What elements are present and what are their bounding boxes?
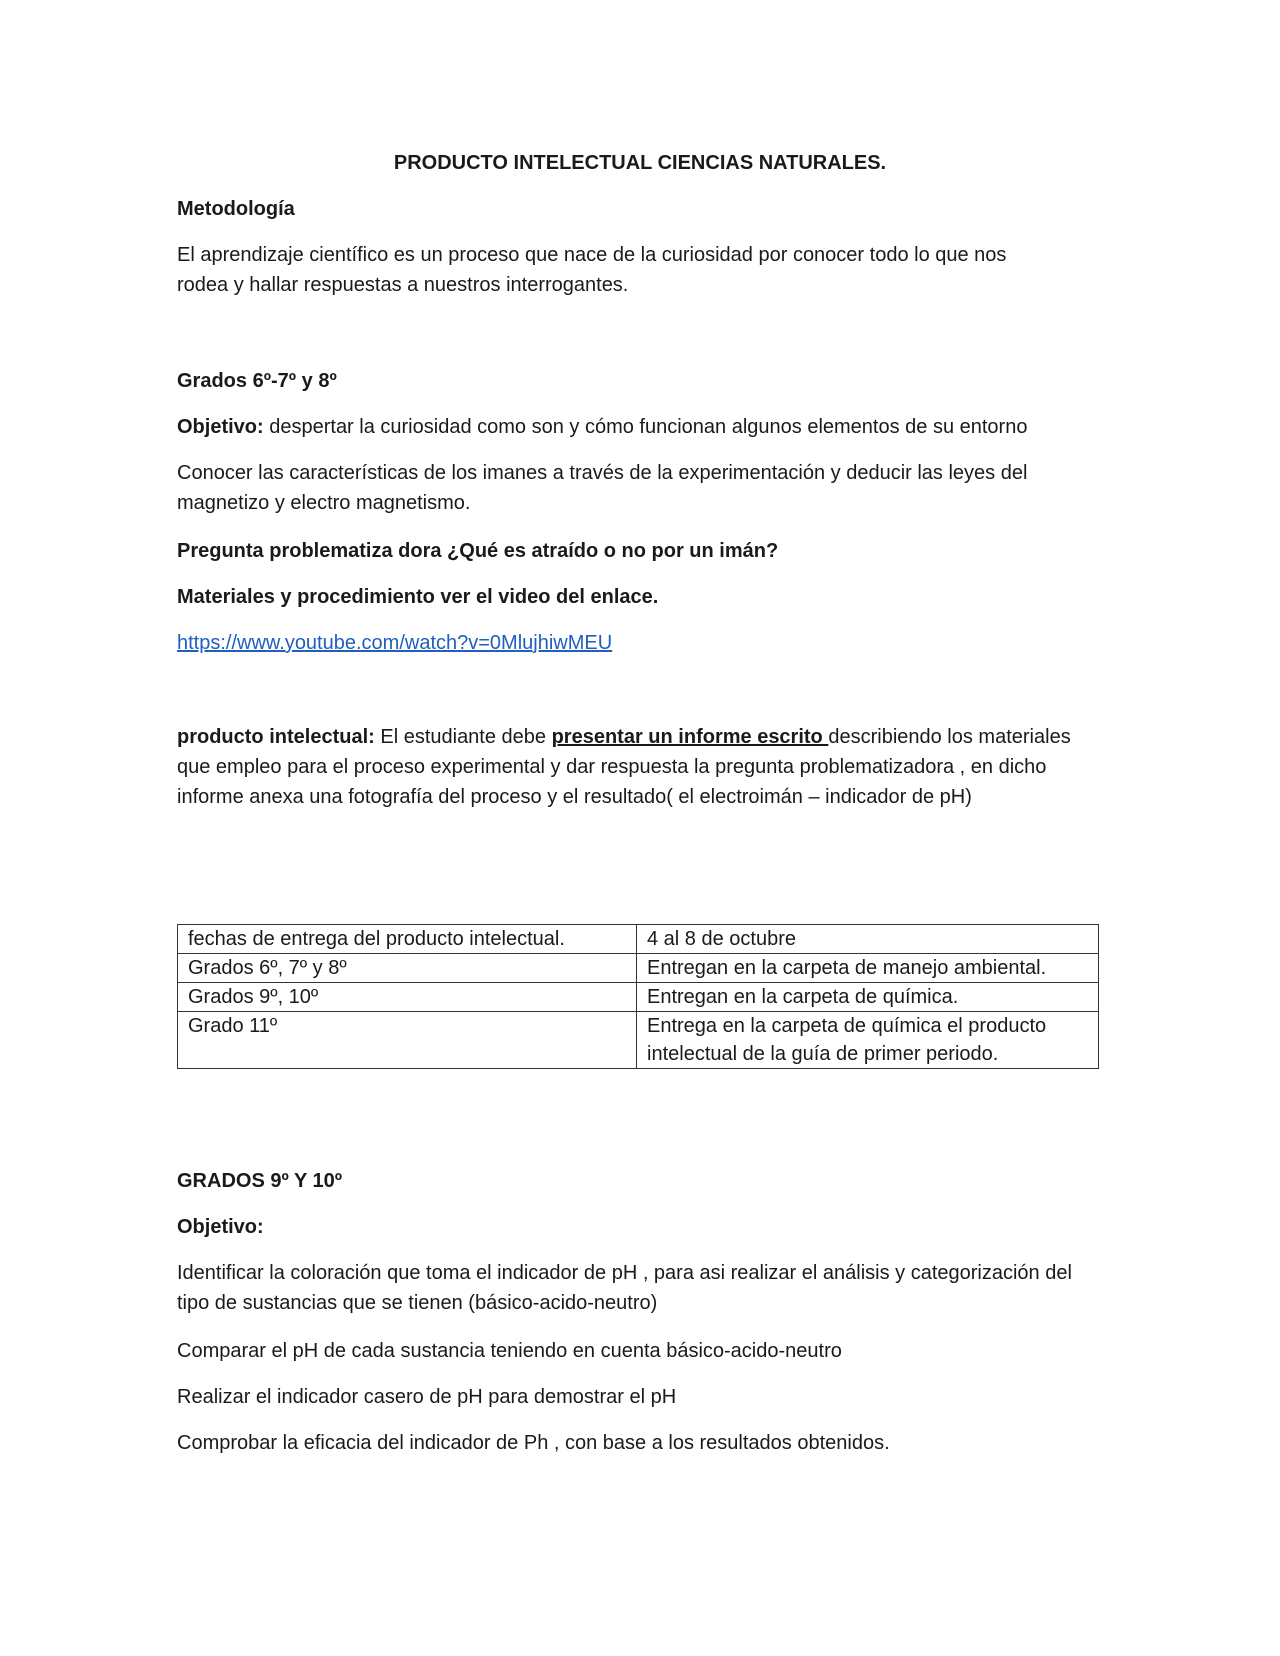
product-label: producto intelectual: — [177, 726, 375, 748]
table-cell: Grado 11º — [178, 1012, 637, 1069]
video-link-line — [177, 628, 1107, 658]
section2-item: Realizar el indicador casero de pH para demostrar el pH — [177, 1386, 677, 1408]
table-cell: fechas de entrega del producto intelectual. — [178, 925, 637, 954]
page-title: PRODUCTO INTELECTUAL CIENCIAS NATURALES. — [393, 152, 887, 174]
product-text-2: describiendo los materiales que empleo para el proceso experimental y dar respuesta la pregunta problematizadora , en dicho informe anexa una fotografía del proceso y el resultado( el electroimán – indicador de pH) — [177, 726, 1071, 808]
video-link[interactable]: https://www.youtube.com/watch?v=0MlujhiwMEU — [177, 632, 613, 654]
section1-materials: Materiales y procedimiento ver el video del enlace. — [177, 586, 659, 608]
objective-label: Objetivo: — [177, 416, 264, 438]
section1-question: Pregunta problematiza dora ¿Qué es atraído o no por un imán? — [177, 540, 779, 562]
section1-objective — [177, 412, 1107, 442]
table-cell: 4 al 8 de octubre — [637, 925, 1099, 954]
table-row — [178, 983, 1099, 1012]
product-emphasis: presentar un informe escrito — [551, 726, 829, 748]
section2-item: Identificar la coloración que toma el indicador de pH , para asi realizar el análisis y categorización del tipo de sustancias que se tienen (básico-acido-neutro) — [177, 1262, 1072, 1314]
section2-item: Comparar el pH de cada sustancia teniendo en cuenta básico-acido-neutro — [177, 1340, 842, 1362]
table-cell: Entregan en la carpeta de química. — [637, 983, 1099, 1012]
section2-heading: GRADOS 9º Y 10º — [177, 1170, 343, 1192]
delivery-table — [177, 924, 1099, 1069]
table-cell: Entrega en la carpeta de química el producto intelectual de la guía de primer periodo. — [637, 1012, 1099, 1069]
product-text-1: El estudiante debe — [374, 726, 552, 748]
section2-item: Comprobar la eficacia del indicador de Ph , con base a los resultados obtenidos. — [177, 1432, 890, 1454]
objective-text: despertar la curiosidad como son y cómo funcionan algunos elementos de su entorno — [263, 416, 1028, 438]
section1-paragraph: Conocer las características de los imanes a través de la experimentación y deducir las leyes del magnetizo y electro magnetismo. — [177, 462, 1028, 514]
methodology-text: El aprendizaje científico es un proceso que nace de la curiosidad por conocer todo lo que nos rodea y hallar respuestas a nuestros interrogantes. — [177, 244, 1007, 296]
table-cell: Grados 9º, 10º — [178, 983, 637, 1012]
product-paragraph — [177, 722, 1102, 812]
table-cell: Entregan en la carpeta de manejo ambiental. — [637, 954, 1099, 983]
section2-objective-label: Objetivo: — [177, 1216, 264, 1238]
table-cell: Grados 6º, 7º y 8º — [178, 954, 637, 983]
section1-heading: Grados 6º-7º y 8º — [177, 370, 337, 392]
table-row — [178, 954, 1099, 983]
table-row — [178, 925, 1099, 954]
table-row — [178, 1012, 1099, 1069]
methodology-heading: Metodología — [177, 198, 295, 220]
